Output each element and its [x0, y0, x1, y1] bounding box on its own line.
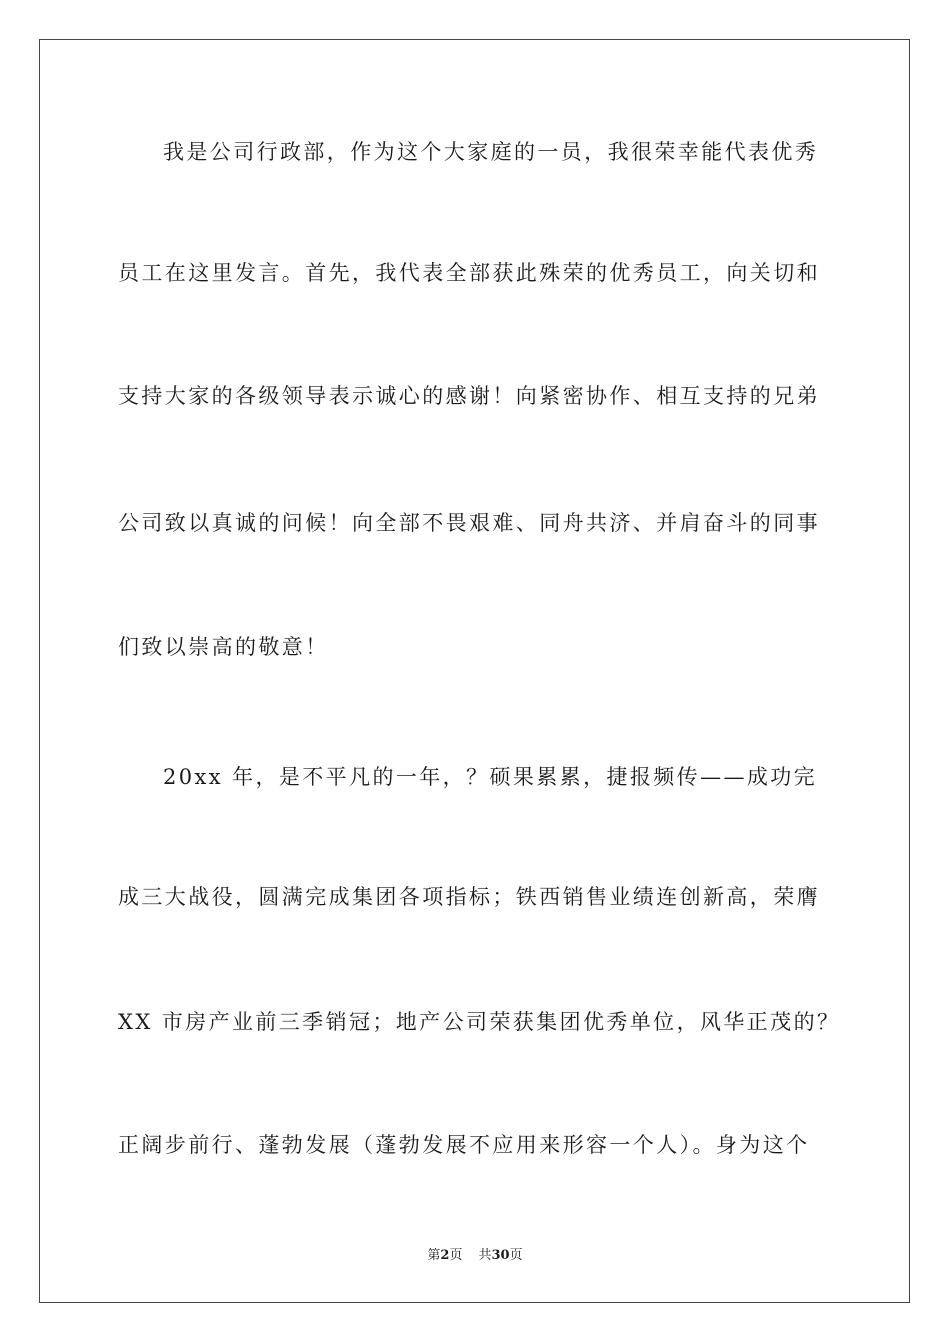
paragraph-2-line-1: 20xx 年，是不平凡的一年，？硕果累累，捷报频传——成功完: [163, 765, 818, 789]
page-border: [39, 39, 910, 1303]
paragraph-2-line-3: XX 市房产业前三季销冠；地产公司荣获集团优秀单位，风华正茂的？: [118, 1010, 841, 1034]
page-label-suffix: 页: [449, 1248, 463, 1263]
total-pages: 30: [491, 1248, 510, 1263]
paragraph-1-line-1: 我是公司行政部，作为这个大家庭的一员，我很荣幸能代表优秀: [163, 140, 819, 164]
paragraph-1-line-3: 支持大家的各级领导表示诚心的感谢！向紧密协作、相互支持的兄弟: [118, 384, 820, 408]
page-label-prefix: 第: [427, 1248, 441, 1263]
paragraph-1-line-5: 们致以崇高的敬意！: [118, 635, 329, 659]
paragraph-2-line-4: 正阔步前行、蓬勃发展（蓬勃发展不应用来形容一个人）。身为这个: [118, 1133, 810, 1157]
total-label-prefix: 共: [478, 1248, 492, 1263]
paragraph-1-line-2: 员工在这里发言。首先，我代表全部获此殊荣的优秀员工，向关切和: [118, 261, 820, 285]
total-label-suffix: 页: [509, 1248, 523, 1263]
page-footer: [0, 1247, 950, 1265]
page-number: 2: [440, 1248, 450, 1263]
paragraph-2-line-2: 成三大战役，圆满完成集团各项指标；铁西销售业绩连创新高，荣膺: [118, 885, 820, 909]
paragraph-1-line-4: 公司致以真诚的问候！向全部不畏艰难、同舟共济、并肩奋斗的同事: [118, 511, 820, 535]
